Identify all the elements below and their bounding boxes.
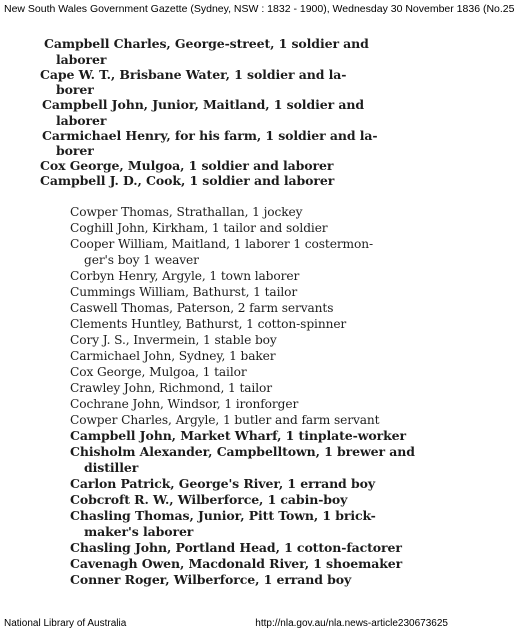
entry-line: Crawley John, Richmond, 1 tailor	[70, 381, 272, 395]
entry-line: Cox George, Mulgoa, 1 soldier and laborer	[40, 158, 334, 173]
entry-line: distiller	[84, 460, 139, 475]
entry-line: Caswell Thomas, Paterson, 2 farm servants	[70, 301, 334, 315]
entry-line: Cobcroft R. W., Wilberforce, 1 cabin-boy	[70, 492, 348, 507]
entry-line: borer	[56, 143, 94, 158]
entry-line: Cowper Thomas, Strathallan, 1 jockey	[70, 205, 303, 219]
footer-article-link[interactable]: http://nla.gov.au/nla.news-article230673625	[255, 618, 448, 629]
footer-source-label: National Library of Australia	[4, 618, 127, 629]
entry-line: Carlon Patrick, George's River, 1 errand boy	[70, 476, 375, 491]
gazette-header-title: New South Wales Government Gazette (Sydney, NSW : 1832 - 1900), Wednesday 30 November 1836 (No.25	[4, 3, 514, 15]
entry-line: laborer	[56, 113, 107, 128]
entry-line: laborer	[56, 52, 107, 67]
entry-line: Campbell Charles, George-street, 1 soldier and	[44, 36, 369, 51]
entry-line: Cowper Charles, Argyle, 1 butler and farm servant	[70, 413, 380, 427]
entry-line: Chisholm Alexander, Campbelltown, 1 brewer and	[70, 444, 415, 459]
entry-line: maker's laborer	[84, 524, 194, 539]
entry-line: Clements Huntley, Bathurst, 1 cotton-spinner	[70, 317, 347, 331]
entry-line: Chasling John, Portland Head, 1 cotton-factorer	[70, 540, 402, 555]
entry-line: Coghill John, Kirkham, 1 tailor and soldier	[70, 221, 328, 235]
entry-line: ger's boy 1 weaver	[84, 253, 199, 267]
entry-line: Chasling Thomas, Junior, Pitt Town, 1 brick-	[70, 508, 376, 523]
entry-line: Campbell John, Market Wharf, 1 tinplate-worker	[70, 428, 407, 443]
entry-line: Cooper William, Maitland, 1 laborer 1 costermon-	[70, 237, 374, 251]
entry-line: Campbell J. D., Cook, 1 soldier and laborer	[40, 173, 335, 188]
entry-line: Conner Roger, Wilberforce, 1 errand boy	[70, 572, 352, 587]
entry-line: Carmichael John, Sydney, 1 baker	[70, 349, 276, 363]
entry-line: Cory J. S., Invermein, 1 stable boy	[70, 333, 277, 347]
entry-line: Cape W. T., Brisbane Water, 1 soldier and la-	[40, 67, 347, 82]
entry-line: borer	[56, 82, 94, 97]
entry-line: Carmichael Henry, for his farm, 1 soldier and la-	[42, 128, 378, 143]
entry-line: Cox George, Mulgoa, 1 tailor	[70, 365, 247, 379]
entry-line: Corbyn Henry, Argyle, 1 town laborer	[70, 269, 300, 283]
entry-line: Cummings William, Bathurst, 1 tailor	[70, 285, 298, 299]
entry-line: Campbell John, Junior, Maitland, 1 soldier and	[42, 97, 364, 112]
entry-line: Cavenagh Owen, Macdonald River, 1 shoemaker	[70, 556, 403, 571]
entry-line: Cochrane John, Windsor, 1 ironforger	[70, 397, 299, 411]
